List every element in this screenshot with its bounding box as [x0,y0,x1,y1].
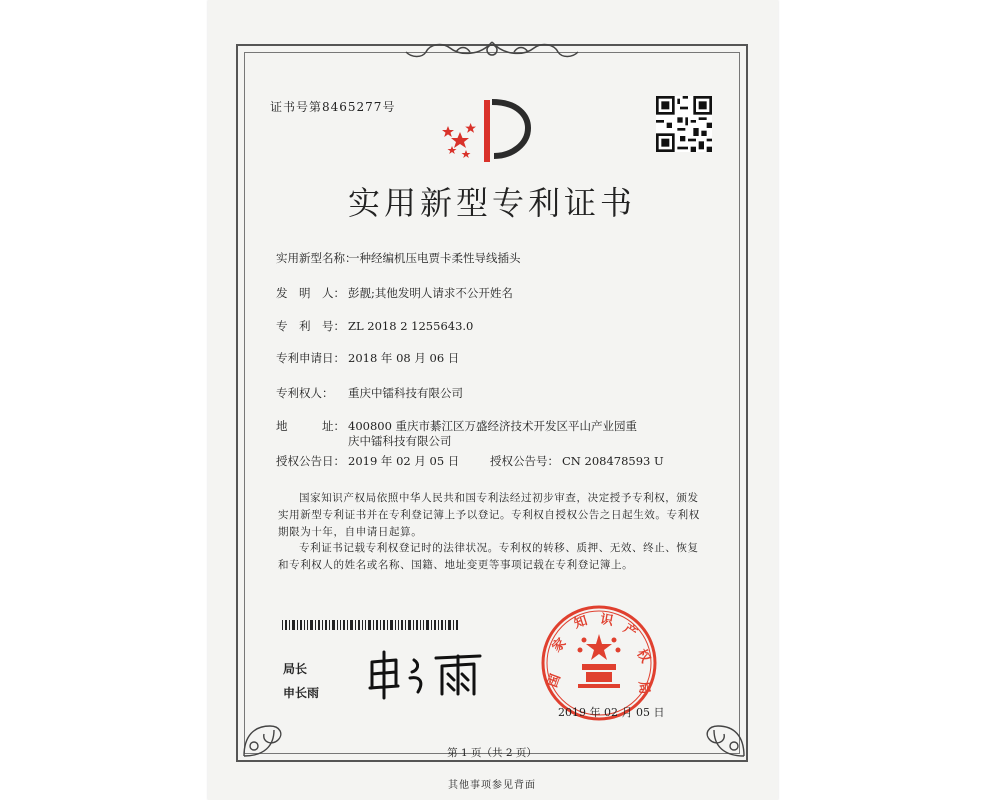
field-value: 一种经编机压电贾卡柔性导线插头 [348,251,521,265]
field-patent-number [276,318,473,334]
svg-text:家: 家 [549,635,570,656]
field-value: CN 208478593 U [562,454,664,468]
field-label: 专利申请日： [276,351,345,365]
field-label: 授权公告日： [276,454,345,468]
field-utility-model-name [276,250,521,266]
field-patentee [276,385,463,401]
field-value: 2019 年 02 月 05 日 [348,454,460,468]
signatory-title: 局长 [283,662,308,676]
field-value: 彭靓;其他发明人请求不公开姓名 [348,286,513,300]
handwritten-signature [362,648,492,700]
svg-text:产: 产 [620,621,640,642]
certificate-number: 证书号第8465277号 [270,100,396,114]
patent-office-logo [440,96,532,166]
legal-status-paragraph: 专利证书记载专利权登记时的法律状况。专利权的转移、质押、无效、终止、恢复和专利权人的姓名或名称、国籍、地址变更等事项记载在专利登记簿上。 [278,542,699,571]
svg-text:知: 知 [572,613,590,632]
qr-code [656,96,712,152]
field-value: 400800 重庆市綦江区万盛经济技术开发区平山产业园重 [348,419,638,433]
field-value: ZL 2018 2 1255643.0 [348,319,474,333]
field-grant-number [490,453,664,469]
svg-text:国: 国 [545,672,564,690]
field-label: 发 明 人： [276,286,345,300]
field-filing-date [276,350,459,366]
signatory-name: 申长雨 [283,686,320,700]
field-value: 2018 年 08 月 06 日 [348,351,460,365]
top-ornament [400,38,584,62]
footnote: 其他事项参见背面 [448,780,536,791]
field-grant-date [276,453,459,469]
field-label: 专 利 号： [276,319,345,333]
field-label: 专利权人： [276,386,334,400]
svg-text:权: 权 [633,646,653,666]
svg-text:局: 局 [635,680,652,695]
certificate-title: 实用新型专利证书 [347,184,636,222]
field-label: 地 址： [276,419,345,433]
field-address-line2: 庆中镭科技有限公司 [348,434,452,448]
seal-date: 2019 年 02 月 05 日 [558,706,665,719]
field-label: 授权公告号： [490,454,559,468]
page-number: 第 1 页（共 2 页） [447,747,537,759]
grant-statement-paragraph: 国家知识产权局依照中华人民共和国专利法经过初步审查，决定授予专利权，颁发实用新型专利证书并在专利登记簿上予以登记。专利权自授权公告之日起生效。专利权期限为十年，自申请日起算。 [278,492,700,538]
field-address [276,418,637,434]
field-label: 实用新型名称： [276,251,357,265]
barcode [282,620,458,630]
field-inventor [276,285,513,301]
svg-text:识: 识 [598,612,615,630]
field-value: 重庆中镭科技有限公司 [348,386,463,400]
